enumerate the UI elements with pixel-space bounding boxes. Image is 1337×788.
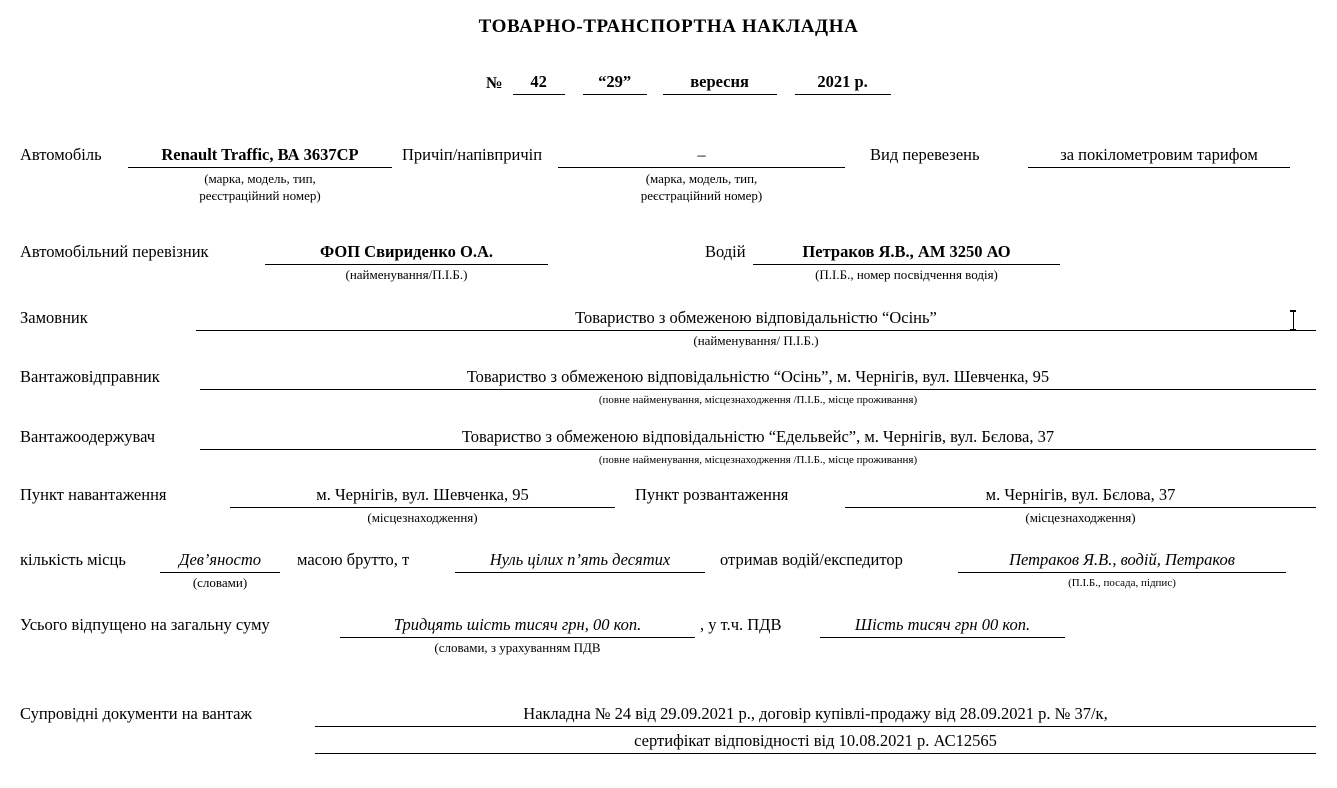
received-by-field[interactable]: Петраков Я.В., водій, Петраков bbox=[958, 548, 1286, 573]
unloading-point-field[interactable]: м. Чернігів, вул. Бєлова, 37 bbox=[845, 483, 1316, 508]
driver-caption: (П.І.Б., номер посвідчення водія) bbox=[815, 267, 998, 282]
number-sign-label: № bbox=[486, 73, 503, 92]
day-field[interactable]: “29” bbox=[583, 70, 647, 95]
loading-point-caption: (місцезнаходження) bbox=[367, 510, 478, 525]
trailer-caption-line2: реєстраційний номер) bbox=[640, 188, 763, 203]
document-title: ТОВАРНО-ТРАНСПОРТНА НАКЛАДНА bbox=[478, 16, 859, 37]
trailer-label: Причіп/напівпричіп bbox=[402, 145, 543, 164]
weight-field[interactable]: Нуль цілих п’ять десятих bbox=[455, 548, 705, 573]
text-cursor-icon bbox=[1288, 310, 1298, 331]
vehicle-caption-line2: реєстраційний номер) bbox=[199, 188, 321, 203]
vat-field[interactable]: Шість тисяч грн 00 коп. bbox=[820, 613, 1065, 638]
weight-label: масою брутто, т bbox=[297, 550, 410, 569]
vehicle-label: Автомобіль bbox=[20, 145, 102, 164]
documents-field-line2[interactable]: сертифікат відповідності від 10.08.2021 р. АС12565 bbox=[315, 729, 1316, 754]
unloading-point-caption: (місцезнаходження) bbox=[1025, 510, 1136, 525]
vat-label: , у т.ч. ПДВ bbox=[700, 615, 782, 634]
vehicle-caption-line1: (марка, модель, тип, bbox=[204, 171, 316, 186]
loading-point-field[interactable]: м. Чернігів, вул. Шевченка, 95 bbox=[230, 483, 615, 508]
places-caption: (словами) bbox=[192, 575, 248, 590]
received-by-label: отримав водій/експедитор bbox=[720, 550, 903, 569]
driver-field[interactable]: Петраков Я.В., АМ 3250 АО bbox=[753, 240, 1060, 265]
year-field[interactable]: 2021 р. bbox=[795, 70, 891, 95]
shipper-caption: (повне найменування, місцезнаходження /П.І.Б., місце проживання) bbox=[598, 394, 918, 406]
unloading-point-label: Пункт розвантаження bbox=[635, 485, 789, 504]
driver-label: Водій bbox=[705, 242, 746, 261]
consignee-label: Вантажоодержувач bbox=[20, 427, 156, 446]
loading-point-label: Пункт навантаження bbox=[20, 485, 167, 504]
places-label: кількість місць bbox=[20, 550, 126, 569]
total-sum-label: Усього відпущено на загальну суму bbox=[20, 615, 270, 634]
trailer-field[interactable]: – bbox=[558, 143, 845, 168]
number-date-line bbox=[486, 70, 891, 95]
consignee-field[interactable]: Товариство з обмеженою відповідальністю “Едельвейс”, м. Чернігів, вул. Бєлова, 37 bbox=[200, 425, 1316, 450]
documents-field-line1[interactable]: Накладна № 24 від 29.09.2021 р., договір купівлі-продажу від 28.09.2021 р. № 37/к, bbox=[315, 702, 1316, 727]
vehicle-field[interactable]: Renault Traffic, ВА 3637СР bbox=[128, 143, 392, 168]
total-sum-field[interactable]: Тридцять шість тисяч грн, 00 коп. bbox=[340, 613, 695, 638]
customer-caption: (найменування/ П.І.Б.) bbox=[693, 333, 819, 348]
trailer-caption-line1: (марка, модель, тип, bbox=[645, 171, 758, 186]
transport-type-field[interactable]: за покілометровим тарифом bbox=[1028, 143, 1290, 168]
month-field[interactable]: вересня bbox=[663, 70, 777, 95]
transport-type-label: Вид перевезень bbox=[870, 145, 980, 164]
customer-label: Замовник bbox=[20, 308, 88, 327]
customer-field[interactable]: Товариство з обмеженою відповідальністю “Осінь” bbox=[196, 306, 1316, 331]
documents-label: Супровідні документи на вантаж bbox=[20, 704, 252, 723]
places-field[interactable]: Дев’яносто bbox=[160, 548, 280, 573]
received-by-caption: (П.І.Б., посада, підпис) bbox=[1068, 577, 1176, 589]
carrier-field[interactable]: ФОП Свириденко О.А. bbox=[265, 240, 548, 265]
shipper-label: Вантажовідправник bbox=[20, 367, 160, 386]
carrier-caption: (найменування/П.І.Б.) bbox=[345, 267, 468, 282]
consignee-caption: (повне найменування, місцезнаходження /П.І.Б., місце проживання) bbox=[598, 454, 918, 466]
carrier-label: Автомобільний перевізник bbox=[20, 242, 209, 261]
waybill-number-field[interactable]: 42 bbox=[513, 70, 565, 95]
total-sum-caption: (словами, з урахуванням ПДВ bbox=[434, 640, 601, 655]
shipper-field[interactable]: Товариство з обмеженою відповідальністю “Осінь”, м. Чернігів, вул. Шевченка, 95 bbox=[200, 365, 1316, 390]
